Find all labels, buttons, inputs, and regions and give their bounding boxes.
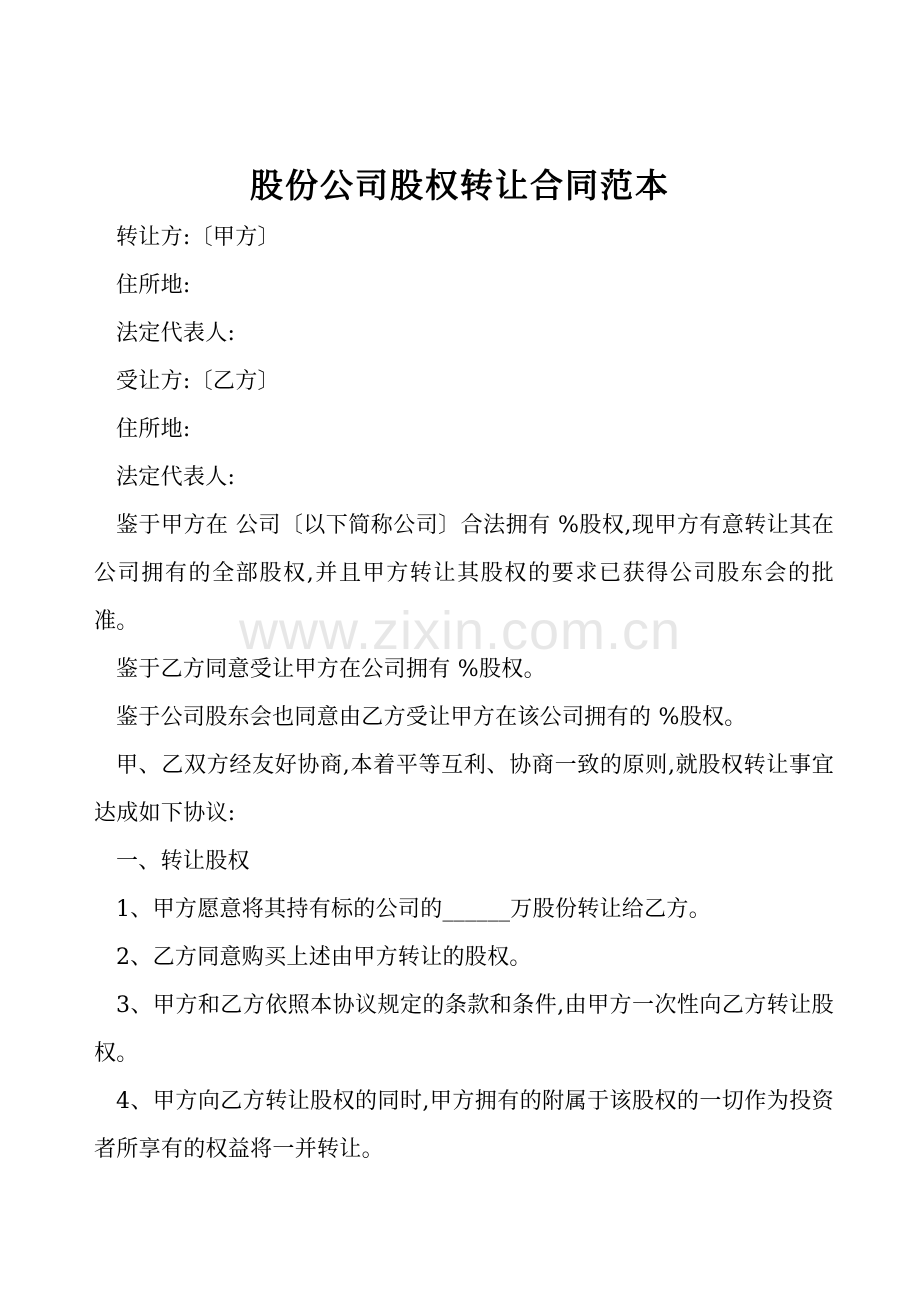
- watermark-text: www.zixin.com.cn: [238, 601, 682, 661]
- transferor-address: 住所地:: [116, 273, 191, 298]
- transferee-representative: 法定代表人:: [116, 465, 236, 490]
- recital-1: 鉴于甲方在 公司〔以下简称公司〕合法拥有 %股权,现甲方有意转让其在公司拥有的全部股权,并且甲方转让其股权的要求已获得公司股东会的批准。: [94, 513, 834, 634]
- clause-1: 1、甲方愿意将其持有标的公司的______万股份转让给乙方。: [116, 897, 711, 922]
- clause-3: 3、甲方和乙方依照本协议规定的条款和条件,由甲方一次性向乙方转让股权。: [94, 993, 834, 1066]
- section-heading: 一、转让股权: [116, 849, 250, 874]
- transferor-label: 转让方:〔甲方〕: [116, 225, 280, 250]
- clause-4: 4、甲方向乙方转让股权的同时,甲方拥有的附属于该股权的一切作为投资者所享有的权益将一并转让。: [94, 1089, 834, 1162]
- transferee-label: 受让方:〔乙方〕: [116, 369, 280, 394]
- recital-3: 鉴于公司股东会也同意由乙方受让甲方在该公司拥有的 %股权。: [116, 705, 747, 730]
- document-title: 股份公司股权转让合同范本: [250, 166, 670, 205]
- clause-2: 2、乙方同意购买上述由甲方转让的股权。: [116, 945, 532, 970]
- recital-2: 鉴于乙方同意受让甲方在公司拥有 %股权。: [116, 657, 546, 682]
- agreement-preamble: 甲、乙双方经友好协商,本着平等互利、协商一致的原则,就股权转让事宜达成如下协议:: [94, 753, 834, 826]
- document-body: [94, 214, 834, 1174]
- transferor-representative: 法定代表人:: [116, 321, 236, 346]
- transferee-address: 住所地:: [116, 417, 191, 442]
